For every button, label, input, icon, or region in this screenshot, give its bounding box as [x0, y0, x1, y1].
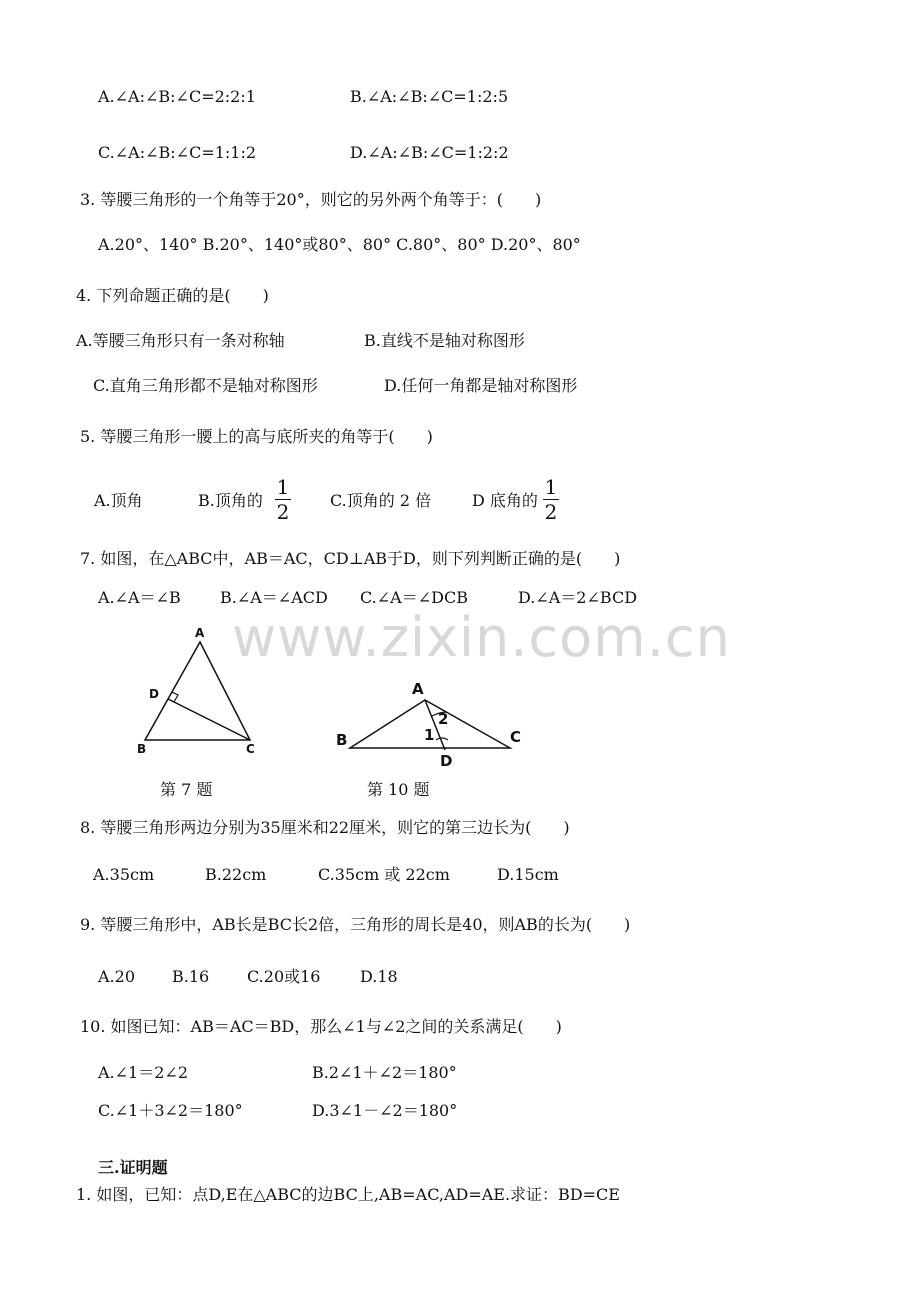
q7-stem: 7. 如图，在△ABC中，AB＝AC，CD⊥AB于D，则下列判断正确的是( ) [80, 549, 621, 568]
q4-option-d: D.任何一角都是轴对称图形 [384, 376, 578, 395]
fig7-label-c: C [246, 742, 255, 756]
q10-stem: 10. 如图已知：AB＝AC＝BD，那么∠1与∠2之间的关系满足( ) [80, 1017, 562, 1036]
fig10-caption: 第 10 题 [367, 780, 430, 799]
q9-option-d: D.18 [360, 967, 398, 986]
q3-options: A.20°、140° B.20°、140°或80°、80° C.80°、80° D.20°、80° [98, 235, 581, 254]
fig7-label-b: B [137, 742, 147, 756]
q4-option-c: C.直角三角形都不是轴对称图形 [93, 376, 318, 395]
q10-option-c: C.∠1＋3∠2＝180° [98, 1101, 243, 1120]
fig7-label-a: A [195, 626, 205, 640]
fig10-label-angle-2: 2 [438, 710, 449, 728]
q5-option-c: C.顶角的 2 倍 [330, 491, 432, 510]
q9-option-c: C.20或16 [247, 967, 321, 986]
section-3-question-1: 1. 如图，已知：点D,E在△ABC的边BC上,AB=AC,AD=AE.求证：BD=CE [76, 1185, 620, 1204]
q4-option-a: A.等腰三角形只有一条对称轴 [76, 331, 285, 350]
q5-option-d: D 底角的 [472, 491, 538, 510]
q2-option-b: B.∠A:∠B:∠C=1:2:5 [350, 87, 509, 106]
q5-option-a: A.顶角 [94, 491, 143, 510]
fraction-denominator: 2 [544, 500, 558, 524]
q7-option-c: C.∠A＝∠DCB [360, 588, 468, 607]
fig10-label-c: C [510, 728, 522, 746]
fraction-numerator: 1 [276, 475, 290, 499]
q9-option-a: A.20 [98, 967, 135, 986]
q3-stem: 3. 等腰三角形的一个角等于20°，则它的另外两个角等于：( ) [80, 190, 542, 209]
q8-option-d: D.15cm [497, 865, 559, 884]
fig7-caption: 第 7 题 [160, 780, 213, 799]
q4-stem: 4. 下列命题正确的是( ) [76, 286, 269, 305]
q5-stem: 5. 等腰三角形一腰上的高与底所夹的角等于( ) [80, 427, 433, 446]
fig10-label-a: A [412, 680, 424, 698]
fraction-numerator: 1 [544, 475, 558, 499]
q7-option-d: D.∠A＝2∠BCD [518, 588, 638, 607]
q8-stem: 8. 等腰三角形两边分别为35厘米和22厘米，则它的第三边长为( ) [80, 818, 570, 837]
q10-option-b: B.2∠1＋∠2＝180° [312, 1063, 457, 1082]
fraction-denominator: 2 [276, 500, 290, 524]
q2-option-d: D.∠A:∠B:∠C=1:2:2 [350, 143, 509, 162]
q2-option-a: A.∠A:∠B:∠C=2:2:1 [98, 87, 256, 106]
fig10-label-b: B [336, 731, 348, 749]
fig10-label-angle-1: 1 [424, 726, 435, 744]
q10-option-a: A.∠1＝2∠2 [98, 1063, 188, 1082]
q4-option-b: B.直线不是轴对称图形 [364, 331, 525, 350]
watermark: www.zixin.com.cn [232, 606, 731, 669]
q9-stem: 9. 等腰三角形中，AB长是BC长2倍，三角形的周长是40，则AB的长为( ) [80, 915, 631, 934]
q7-option-a: A.∠A＝∠B [98, 588, 181, 607]
q5-option-b: B.顶角的 [198, 491, 263, 510]
q8-option-a: A.35cm [93, 865, 155, 884]
q8-option-c: C.35cm 或 22cm [318, 865, 450, 884]
section-3-title: 三.证明题 [98, 1158, 168, 1177]
q2-option-c: C.∠A:∠B:∠C=1:1:2 [98, 143, 257, 162]
fig7-label-d: D [149, 687, 159, 701]
q9-option-b: B.16 [172, 967, 210, 986]
q10-option-d: D.3∠1－∠2＝180° [312, 1101, 458, 1120]
q7-option-b: B.∠A＝∠ACD [220, 588, 328, 607]
q8-option-b: B.22cm [205, 865, 267, 884]
fig10-angle-1-arc [436, 738, 448, 740]
fig10-label-d: D [440, 752, 453, 770]
